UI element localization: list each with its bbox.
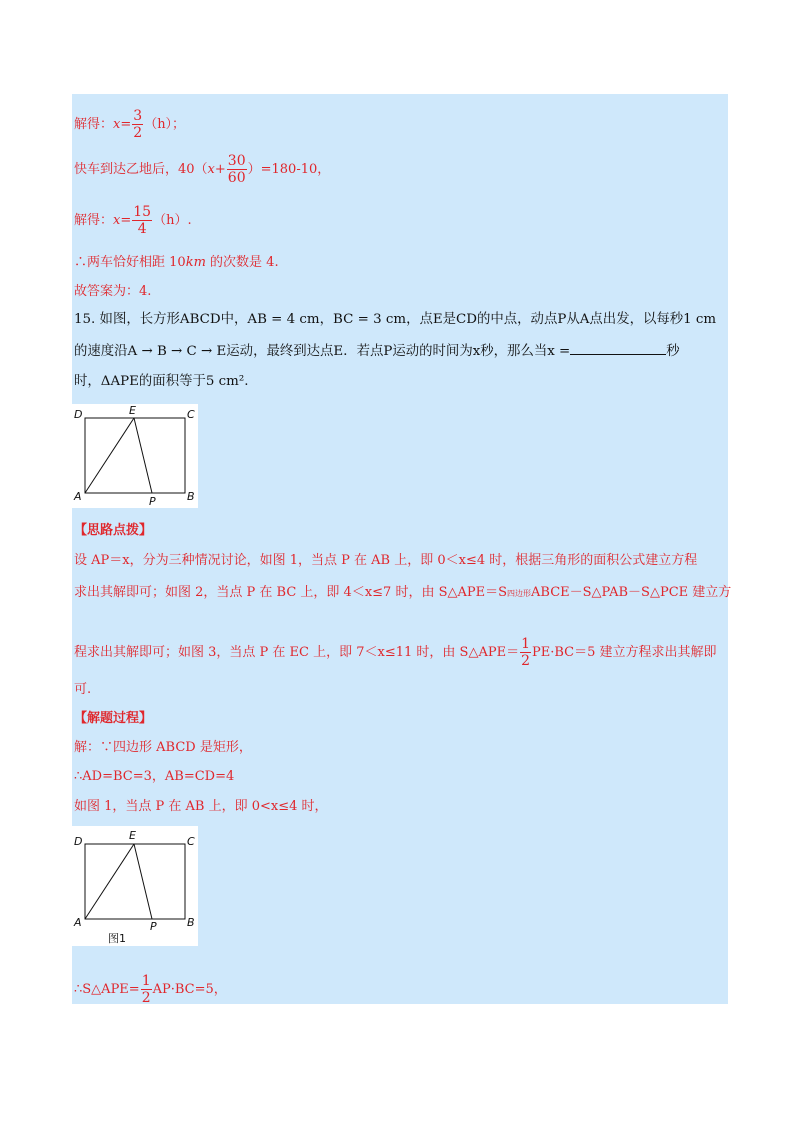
answer-line: 故答案为：4. <box>74 284 152 299</box>
rectangle-abcd <box>85 418 185 493</box>
solution-line-2: ∴AD=BC=3，AB=CD=4 <box>74 769 235 784</box>
label-c: C <box>187 835 195 848</box>
question-15-line-2: 的速度沿A → B → C → E运动，最终到达点E．若点P运动的时间为x秒，那么当x = 秒 <box>74 344 680 359</box>
conclusion-line: ∴两车恰好相距 10km 的次数是 4. <box>74 255 279 270</box>
question-15-line-1: 15. 如图，长方形ABCD中，AB = 4 cm，BC = 3 cm，点E是CD的中点，动点P从A点出发，以每秒1 cm <box>74 312 717 327</box>
fraction: $\frac{1}{2}$ <box>521 636 531 670</box>
label-a: A <box>74 490 82 503</box>
label-p: P <box>149 495 156 508</box>
label-b: B <box>187 490 195 503</box>
hint-line-4: 可. <box>74 682 92 697</box>
solution-line-4: ∴S△APE= $\frac{1}{2}$ AP·BC=5， <box>74 973 227 1007</box>
figure-caption: 图1 <box>108 932 126 945</box>
hint-line-3: 程求出其解即可；如图 3，当点 P 在 EC 上，即 7＜x≤11 时，由 S△APE＝ $\frac{1}{2}$ PE·BC＝5 建立方程求出其解即 <box>74 636 717 670</box>
label-d: D <box>74 835 83 848</box>
segment-ep <box>134 844 152 919</box>
question-15-line-3: 时，ΔAPE的面积等于5 cm². <box>74 374 249 389</box>
solution-heading: 【解题过程】 <box>74 711 153 726</box>
solution-line-1: 解：∵四边形 ABCD 是矩形， <box>74 740 252 755</box>
segment-ep <box>134 418 152 493</box>
label-e: E <box>129 829 136 842</box>
fast-car-equation: 快车到达乙地后，40（x+ $\frac{30}{60}$ ）=180-10， <box>74 153 331 187</box>
solve-line-2: 解得：x= $\frac{15}{4}$ （h）. <box>74 204 192 238</box>
fraction: $\frac{1}{2}$ <box>141 973 151 1007</box>
solve-line-1: 解得：x= $\frac{3}{2}$ （h）； <box>74 108 186 142</box>
segment-ae <box>85 418 134 493</box>
answer-blank <box>570 353 666 355</box>
hint-line-2: 求出其解即可；如图 2，当点 P 在 BC 上，即 4＜x≤7 时，由 S△APE＝S四边形ABCE－S△PAB－S△PCE 建立方 <box>74 585 732 600</box>
label-b: B <box>187 916 195 929</box>
rectangle-abcd <box>85 844 185 919</box>
fraction: $\frac{15}{4}$ <box>133 204 152 238</box>
label-d: D <box>74 408 83 421</box>
rectangle-figure <box>72 404 198 508</box>
figure-1 <box>72 826 198 946</box>
label-p: P <box>150 920 157 933</box>
hint-heading: 【思路点拨】 <box>74 523 153 538</box>
segment-ae <box>85 844 134 919</box>
label-e: E <box>129 404 136 417</box>
label-a: A <box>74 916 82 929</box>
fraction: $\frac{30}{60}$ <box>227 153 246 187</box>
fraction: $\frac{3}{2}$ <box>133 108 143 142</box>
label-c: C <box>187 408 195 421</box>
hint-line-1: 设 AP＝x，分为三种情况讨论，如图 1，当点 P 在 AB 上，即 0＜x≤4 时，根据三角形的面积公式建立方程 <box>74 553 698 568</box>
solution-line-3: 如图 1，当点 P 在 AB 上，即 0<x≤4 时， <box>74 799 328 814</box>
